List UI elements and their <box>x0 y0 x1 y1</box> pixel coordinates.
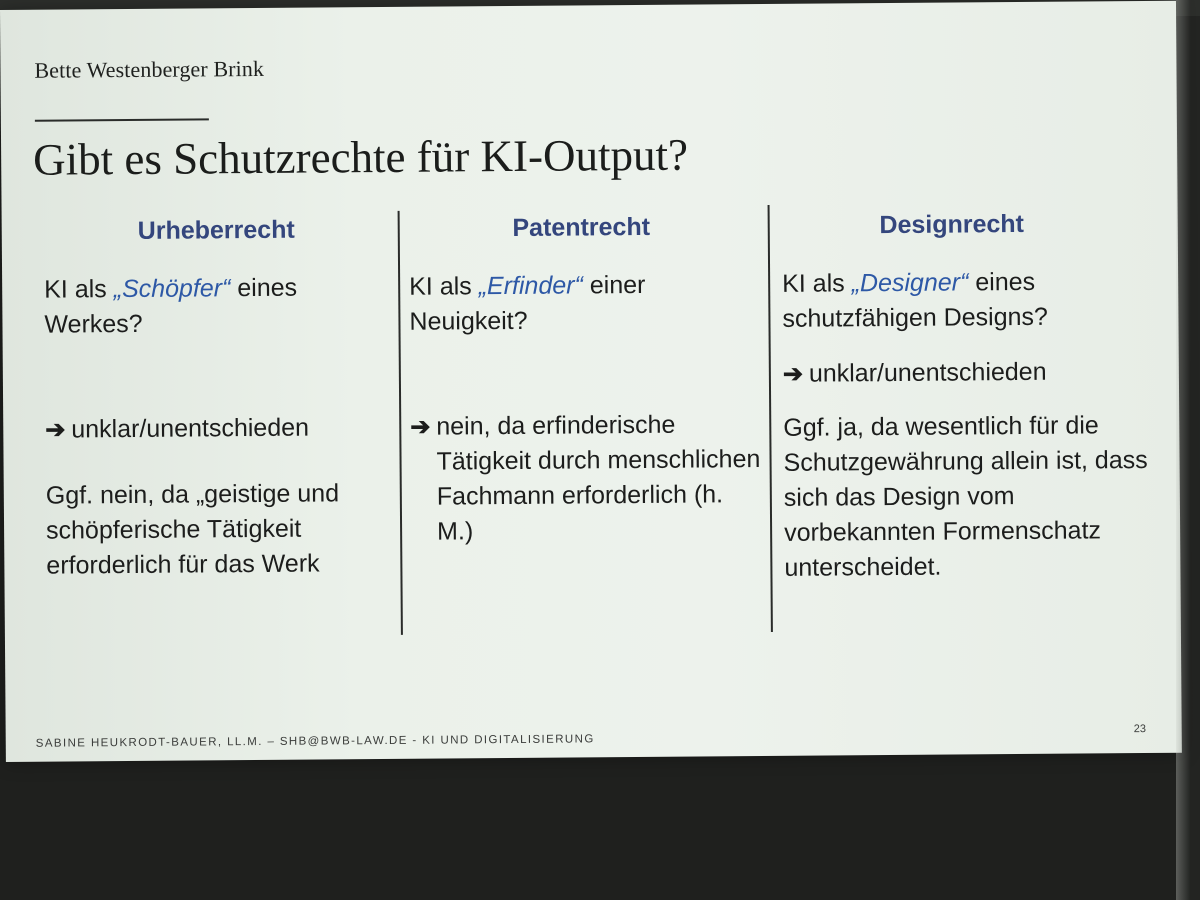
arrow-right-icon: ➔ <box>410 413 431 441</box>
column-note: Ggf. nein, da „geistige und schöpferische Tätigkeit erforderlich für das Werk <box>45 479 340 580</box>
arrow-right-icon: ➔ <box>45 416 66 444</box>
title-rule <box>35 118 209 121</box>
question-prefix: KI als <box>44 275 114 304</box>
screen-edge-shadow <box>1176 0 1200 900</box>
question-emphasis: „Designer“ <box>851 268 969 298</box>
verdict-text: nein, da erfinderische Tätigkeit durch menschlichen Fachmann erforderlich (h. M.) <box>436 410 761 546</box>
column-verdict <box>410 407 761 550</box>
column-note: Ggf. ja, da wesentlich für die Schutzgewährung allein ist, dass sich das Design vom vorbekannten Formenschatz unterscheidet. <box>783 411 1148 582</box>
page-number: 23 <box>1133 723 1146 736</box>
question-emphasis: „Erfinder“ <box>478 271 583 301</box>
column-question <box>44 270 390 343</box>
slide-footer: SABINE HEUKRODT-BAUER, LL.M. – SHB@BWB-LAW.DE - KI UND DIGITALISIERUNG <box>35 733 595 750</box>
question-suffix: eines schutzfähigen Designs? <box>782 267 1049 333</box>
question-prefix: KI als <box>409 272 479 301</box>
slide-title: Gibt es Schutzrechte für KI-Output? <box>32 129 689 185</box>
column-heading: Urheberrecht <box>137 215 295 245</box>
column-designrecht <box>782 206 1165 586</box>
column-verdict <box>45 410 390 448</box>
question-suffix: eines Werkes? <box>44 273 298 339</box>
column-heading: Designrecht <box>879 209 1025 240</box>
column-question <box>782 264 1163 337</box>
question-suffix: einer Neuigkeit? <box>409 270 646 336</box>
question-emphasis: „Schöpfer“ <box>113 274 231 304</box>
column-patentrecht <box>409 209 762 550</box>
column-urheberrecht <box>44 212 392 584</box>
column-divider-1 <box>398 211 403 635</box>
column-divider-2 <box>768 205 773 632</box>
column-question <box>409 267 760 340</box>
question-prefix: KI als <box>782 269 852 298</box>
brand-logo-text: Bette Westenberger Brink <box>34 55 265 83</box>
arrow-right-icon: ➔ <box>782 360 804 388</box>
column-heading: Patentrecht <box>512 212 651 242</box>
verdict-text: unklar/unentschieden <box>808 357 1047 388</box>
presentation-slide <box>0 1 1182 762</box>
verdict-text: unklar/unentschieden <box>71 413 310 444</box>
column-verdict <box>783 354 1163 392</box>
